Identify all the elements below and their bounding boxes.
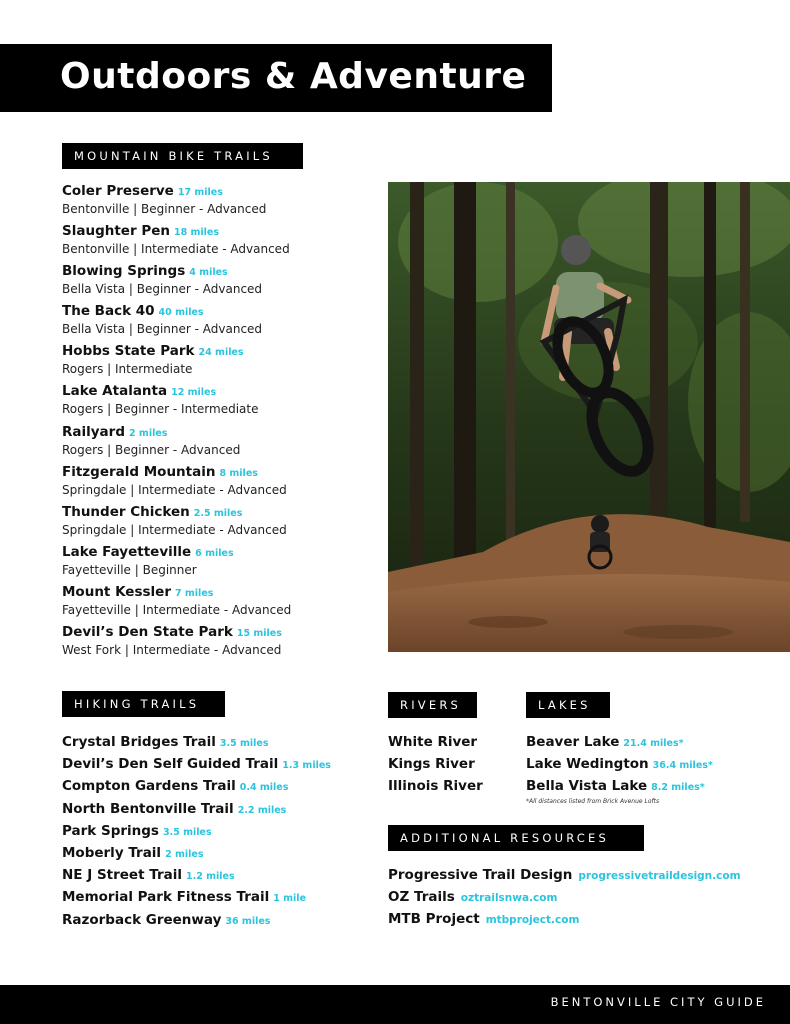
trail-name: Devil’s Den State Park (62, 624, 233, 641)
resource-item (388, 864, 788, 886)
mtb-trail-item (62, 422, 382, 462)
trail-name: NE J Street Trail (62, 867, 182, 884)
lake-item (526, 753, 786, 775)
hiking-trail-item (62, 753, 382, 775)
lakes-section-header: LAKES (526, 692, 610, 718)
trail-distance: 24 miles (198, 347, 244, 359)
trail-distance: 15 miles (236, 628, 282, 640)
trail-meta: Rogers | Beginner - Intermediate (62, 402, 259, 417)
trail-distance: 2 miles (165, 848, 204, 860)
mtb-trail-item (62, 381, 382, 421)
trail-distance: 2.5 miles (193, 507, 243, 519)
rivers-section-header: RIVERS (388, 692, 477, 718)
lakes-footnote: *All distances listed from Brick Avenue Lofts (526, 798, 660, 805)
mtb-trail-item (62, 261, 382, 301)
lake-name: Lake Wedington (526, 756, 649, 773)
mtb-trail-item (62, 502, 382, 542)
hiking-trail-list (62, 731, 382, 931)
mtb-trail-item (62, 341, 382, 381)
resource-name: Progressive Trail Design (388, 867, 573, 883)
mtb-trail-item (62, 622, 382, 662)
trail-distance: 7 miles (174, 587, 214, 599)
trail-distance: 3.5 miles (162, 826, 212, 838)
trail-meta: Springdale | Intermediate - Advanced (62, 522, 287, 537)
resource-link[interactable]: oztrailsnwa.com (460, 892, 558, 905)
hiking-trail-item (62, 798, 382, 820)
river-item (388, 775, 518, 797)
hiking-trail-item (62, 731, 382, 753)
trail-name: Blowing Springs (62, 263, 186, 280)
trail-distance: 12 miles (171, 387, 217, 399)
resource-name: OZ Trails (388, 889, 455, 906)
mtb-trail-item (62, 542, 382, 582)
hiking-trail-item (62, 775, 382, 797)
trail-name: Coler Preserve (62, 183, 174, 199)
trail-name: Lake Atalanta (62, 383, 168, 400)
resource-link[interactable]: mtbproject.com (485, 914, 580, 927)
hiking-section-header: HIKING TRAILS (62, 691, 225, 717)
trail-distance: 0.4 miles (239, 782, 289, 794)
lake-distance: 21.4 miles* (623, 738, 684, 749)
rivers-list (388, 731, 518, 798)
trail-name: Railyard (62, 423, 125, 440)
trail-meta: Bentonville | Beginner - Advanced (62, 202, 267, 216)
title-banner (0, 44, 552, 112)
river-item (388, 731, 518, 753)
lakes-list (526, 731, 786, 798)
trail-name: Compton Gardens Trail (62, 778, 236, 795)
hiking-trail-item (62, 886, 382, 908)
trail-name: Hobbs State Park (62, 343, 195, 360)
trail-distance: 36 miles (225, 915, 271, 927)
resource-name: MTB Project (388, 911, 480, 928)
mtb-trail-list (62, 181, 382, 662)
river-name: Kings River (388, 756, 475, 773)
trail-distance: 17 miles (177, 187, 223, 198)
resource-item (388, 886, 788, 908)
resources-list (388, 864, 788, 931)
page-title: Outdoors & Adventure (60, 56, 527, 97)
river-item (388, 753, 518, 775)
trail-name: North Bentonville Trail (62, 800, 234, 817)
river-name: White River (388, 734, 478, 750)
trail-distance: 8 miles (219, 467, 258, 479)
hiking-trail-item (62, 864, 382, 886)
trail-name: Moberly Trail (62, 844, 162, 861)
trail-distance: 1 mile (273, 893, 307, 905)
trail-distance: 4 miles (189, 267, 228, 279)
mountain-biker-photo (388, 182, 790, 652)
mtb-section-header: MOUNTAIN BIKE TRAILS (62, 143, 303, 169)
trail-meta: Springdale | Intermediate - Advanced (62, 482, 287, 497)
footer-bar (0, 985, 790, 1024)
trail-distance: 2 miles (129, 427, 168, 439)
mtb-trail-item (62, 462, 382, 502)
lake-item (526, 775, 786, 797)
trail-name: Slaughter Pen (62, 223, 170, 240)
lake-distance: 8.2 miles* (651, 782, 705, 794)
mtb-trail-item (62, 181, 382, 221)
mtb-trail-item (62, 582, 382, 622)
trail-name: Lake Fayetteville (62, 543, 192, 560)
trail-meta: Bella Vista | Beginner - Advanced (62, 282, 263, 297)
trail-meta: Fayetteville | Intermediate - Advanced (62, 602, 292, 617)
trail-name: Memorial Park Fitness Trail (62, 889, 270, 906)
trail-meta: Fayetteville | Beginner (62, 562, 197, 577)
trail-meta: Rogers | Intermediate (62, 362, 193, 377)
trail-distance: 3.5 miles (219, 738, 269, 749)
hiking-trail-item (62, 842, 382, 864)
trail-name: Thunder Chicken (62, 503, 190, 520)
trail-distance: 1.2 miles (186, 871, 235, 883)
resource-item (388, 908, 788, 930)
trail-distance: 18 miles (173, 227, 220, 239)
mtb-trail-item (62, 221, 382, 261)
trail-meta: Rogers | Beginner - Advanced (62, 442, 241, 457)
hiking-trail-item (62, 820, 382, 842)
lake-name: Bella Vista Lake (526, 778, 648, 795)
lake-item (526, 731, 786, 753)
mtb-trail-item (62, 301, 382, 341)
trail-name: Park Springs (62, 822, 159, 839)
trail-name: Devil’s Den Self Guided Trail (62, 756, 279, 773)
trail-meta: Bentonville | Intermediate - Advanced (62, 242, 290, 257)
trail-meta: West Fork | Intermediate - Advanced (62, 643, 282, 658)
trail-distance: 2.2 miles (237, 804, 287, 816)
trail-name: Mount Kessler (62, 583, 171, 600)
trail-name: Fitzgerald Mountain (62, 463, 216, 480)
trail-meta: Bella Vista | Beginner - Advanced (62, 322, 263, 337)
trail-distance: 1.3 miles (282, 760, 331, 772)
trail-name: Razorback Greenway (62, 911, 222, 928)
resource-link[interactable]: progressivetraildesign.com (578, 870, 741, 882)
river-name: Illinois River (388, 778, 483, 795)
lake-distance: 36.4 miles* (652, 760, 713, 772)
trail-distance: 6 miles (195, 547, 234, 559)
resources-section-header: ADDITIONAL RESOURCES (388, 825, 644, 851)
trail-name: The Back 40 (62, 303, 155, 320)
hiking-trail-item (62, 909, 382, 931)
lake-name: Beaver Lake (526, 734, 620, 750)
trail-name: Crystal Bridges Trail (62, 734, 216, 750)
footer-label: BENTONVILLE CITY GUIDE (550, 995, 766, 1009)
trail-distance: 40 miles (158, 307, 204, 319)
